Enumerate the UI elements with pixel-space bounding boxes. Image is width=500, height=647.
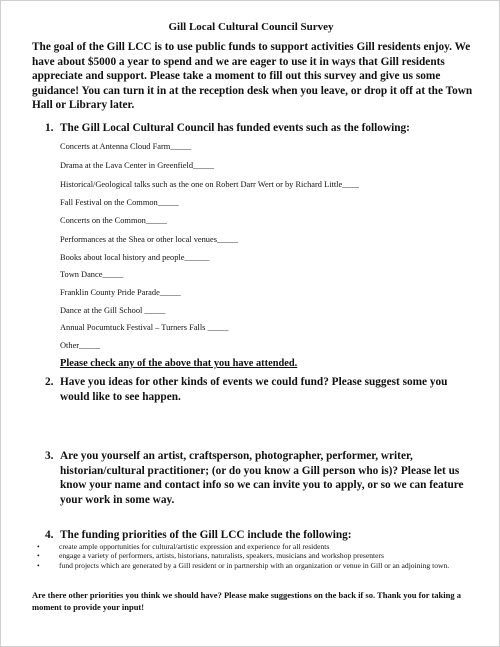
list-item-text: fund projects which are generated by a Gill resident or in partnership with an organization or venue in Gill or an adjoining town. — [59, 560, 450, 570]
attendance-instruction: Please check any of the above that you have attended. — [60, 358, 298, 369]
question-number: 4. — [45, 529, 54, 541]
bullet-icon: • — [37, 560, 40, 570]
bullet-icon: • — [37, 551, 40, 561]
question-text: The funding priorities of the Gill LCC include the following: — [60, 529, 352, 541]
option-item: Concerts on the Common_____ — [60, 216, 167, 225]
option-item: Performances at the Shea or other local venues_____ — [60, 235, 238, 244]
option-item: Other_____ — [60, 341, 101, 350]
question-text: Are you yourself an artist, craftsperson, photographer, performer, writer, historian/cultural practitioner; (or do you know a Gill person who is)? Please let us know your name and contact info so we can invite you to apply, or so we can feature your work in some way. — [60, 450, 464, 506]
option-item: Books about local history and people______ — [60, 253, 210, 262]
list-item — [37, 542, 477, 551]
option-item: Concerts at Antenna Cloud Farm_____ — [60, 142, 192, 151]
closing-text: Are there other priorities you think we should have? Please make suggestions on the back if so. Thank you for taking a moment to provide your input! — [32, 590, 461, 612]
option-item: Annual Pocumtuck Festival – Turners Falls _____ — [60, 323, 229, 332]
option-item: Town Dance_____ — [60, 270, 124, 279]
question-text: The Gill Local Cultural Council has funded events such as the following: — [60, 122, 410, 134]
bullet-icon: • — [37, 542, 40, 551]
question-4 — [45, 528, 477, 543]
priorities-list — [37, 542, 477, 570]
list-item-text: engage a variety of performers, artists, historians, naturalists, speakers, musicians and workshop presenters — [59, 551, 384, 561]
question-number: 1. — [45, 122, 54, 134]
survey-title: Gill Local Cultural Council Survey — [168, 21, 334, 33]
list-item — [37, 551, 477, 560]
intro-paragraph: The goal of the Gill LCC is to use public funds to support activities Gill residents enjoy. We have about $5000 a year to spend and we are eager to use it in ways that Gill residents appreciate and support. Please take a moment to fill out this survey and give us some guidance! You can turn it in at the reception desk when you leave, or drop it off at the Town Hall or Library later. — [32, 41, 473, 111]
question-text: Have you ideas for other kinds of events we could fund? Please suggest some you would like to see happen. — [60, 376, 448, 403]
question-number: 2. — [45, 376, 54, 388]
list-item-text: create ample opportunities for cultural/artistic expression and experience for all residents — [59, 542, 330, 551]
option-item: Drama at the Lava Center in Greenfield_____ — [60, 161, 214, 170]
option-item: Fall Festival on the Common_____ — [60, 198, 179, 207]
list-item — [37, 561, 477, 570]
question-3 — [45, 449, 477, 507]
question-1 — [45, 121, 477, 136]
question-2 — [45, 375, 477, 404]
option-item: Franklin County Pride Parade_____ — [60, 288, 181, 297]
option-item: Historical/Geological talks such as the one on Robert Darr Wert or by Richard Little____ — [60, 180, 359, 189]
option-item: Dance at the Gill School _____ — [60, 306, 166, 315]
question-number: 3. — [45, 450, 54, 462]
